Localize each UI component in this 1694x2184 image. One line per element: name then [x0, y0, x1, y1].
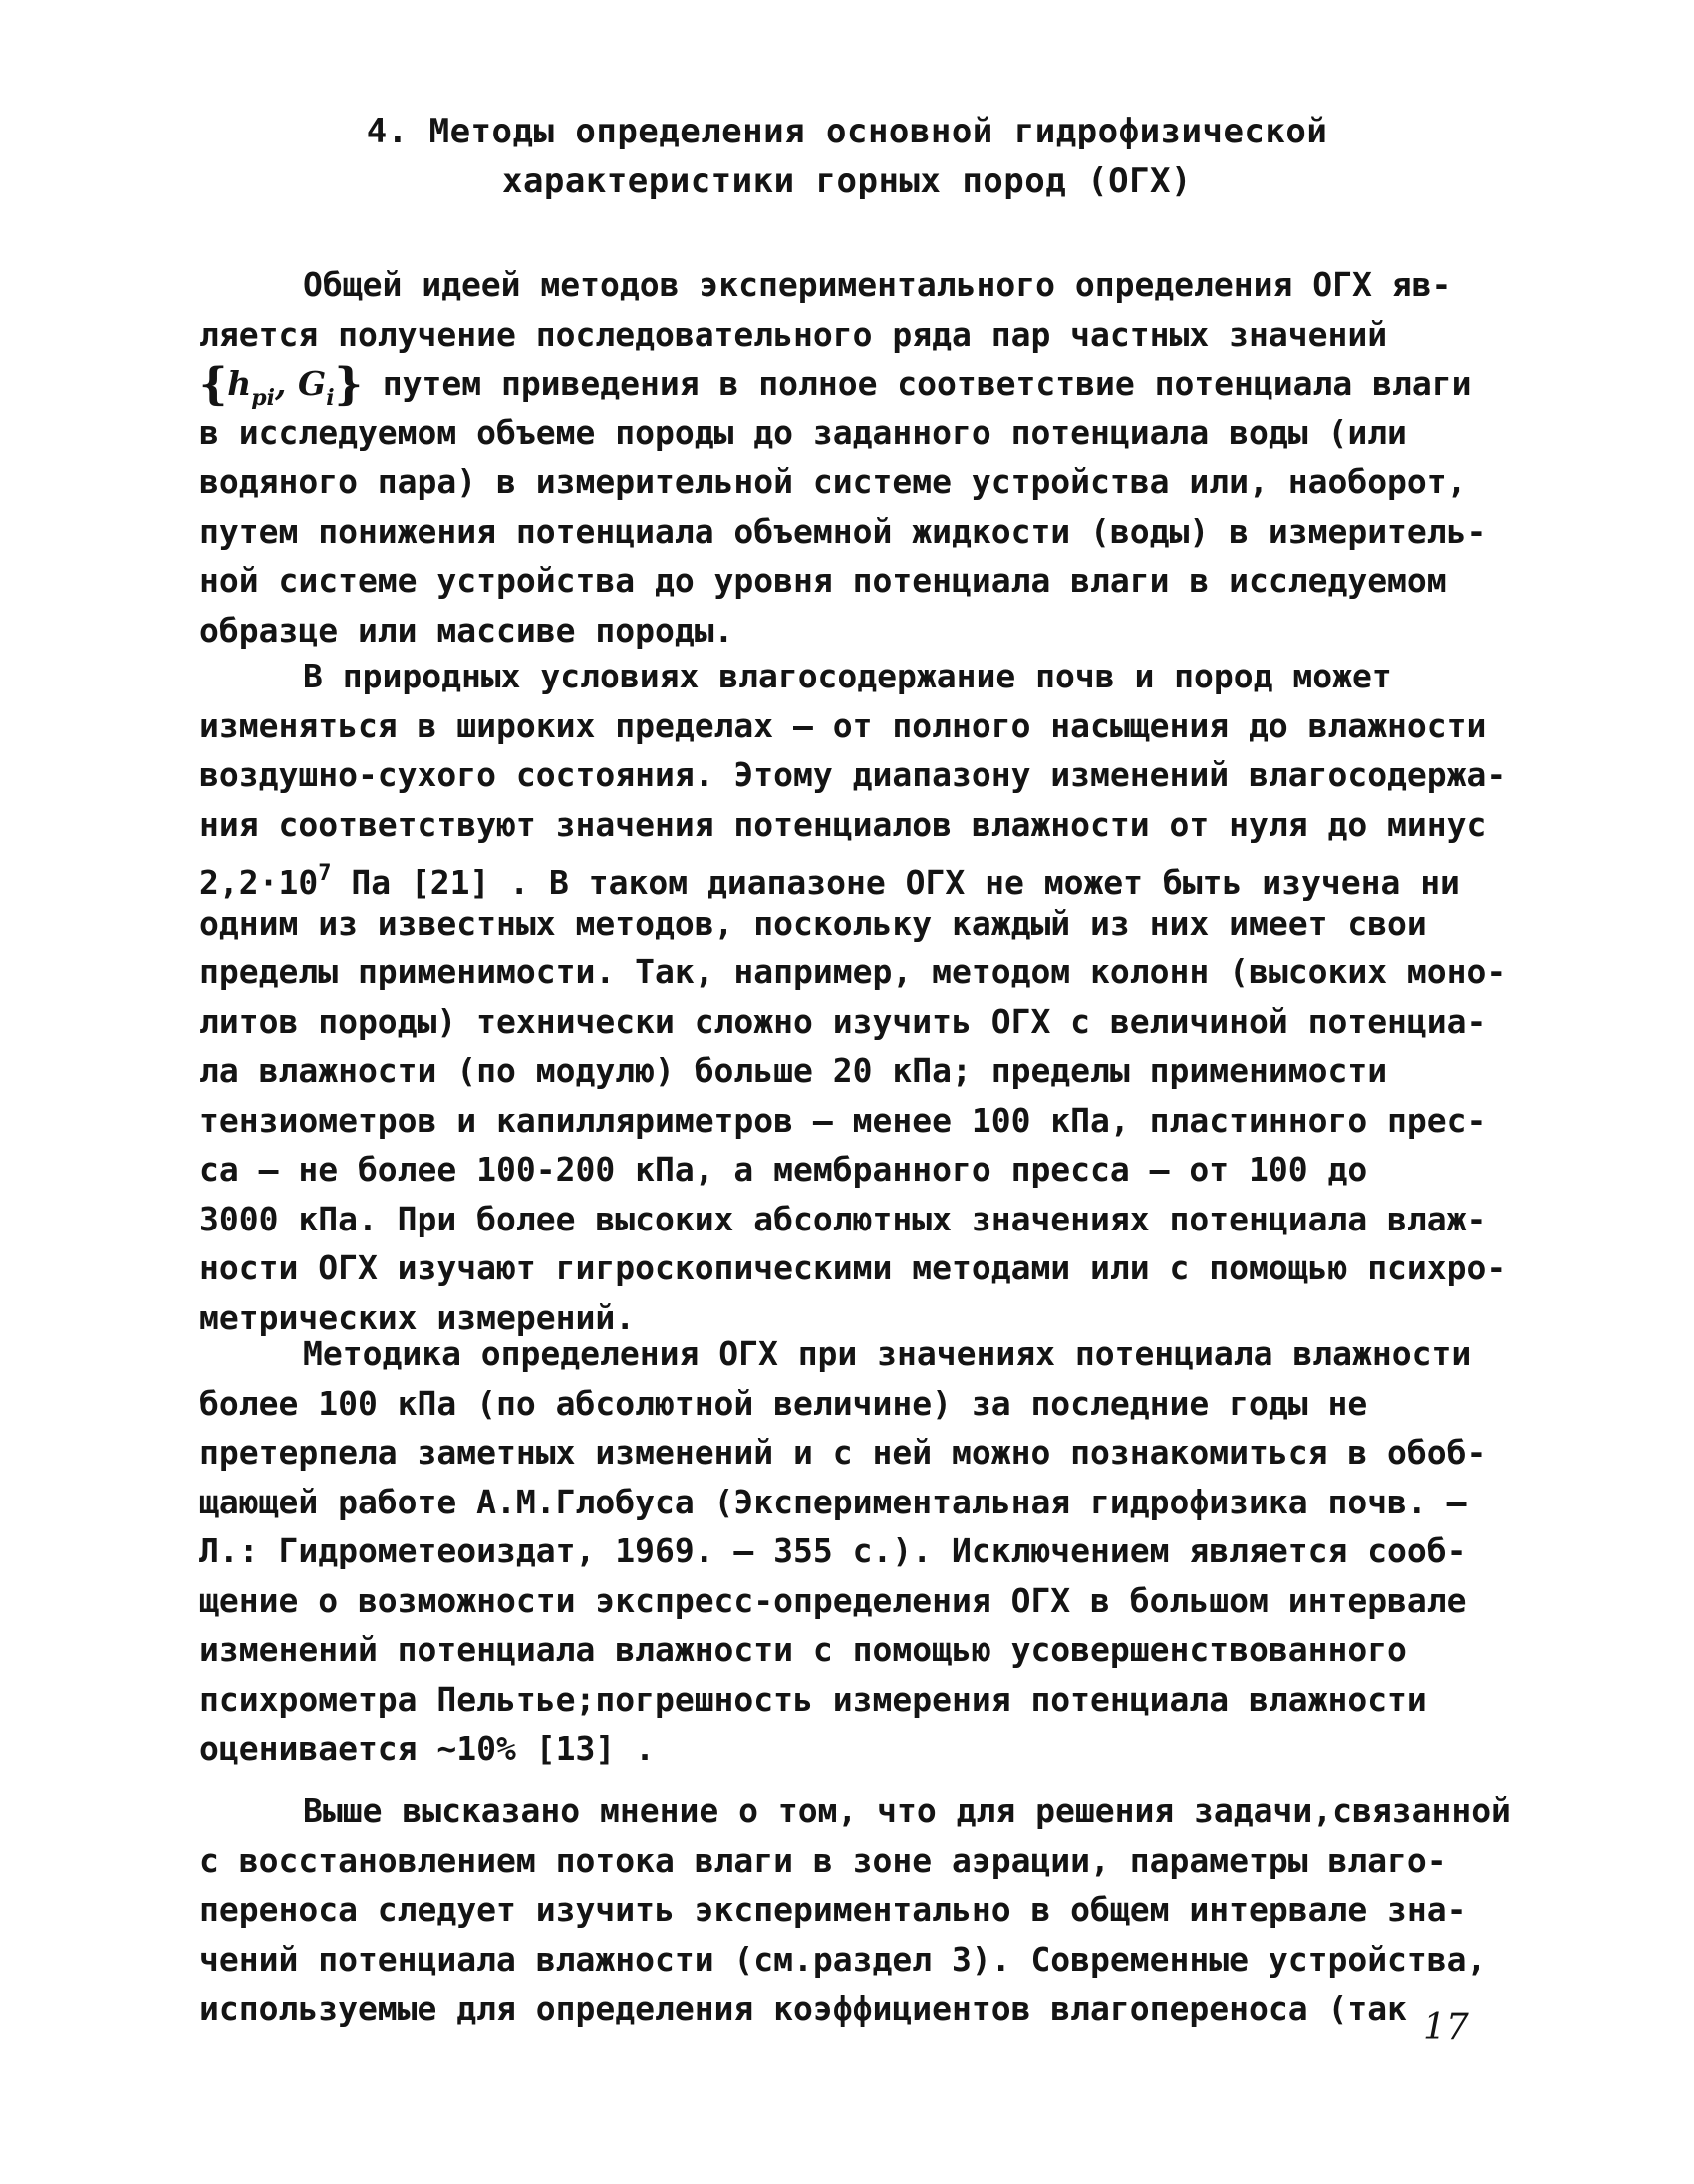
text-line: 3000 кПа. При более высоких абсолютных значениях потенциала влаж- [199, 1199, 1487, 1238]
formula-close-brace: } [334, 359, 363, 410]
exponent-base: 2,2·10 [199, 863, 319, 902]
text-line: в исследуемом объеме породы до заданного потенциала воды (или [199, 412, 1407, 452]
section-heading-line-2: характеристики горных пород (ОГХ) [501, 161, 1192, 201]
text-line: более 100 кПа (по абсолютной величине) за последние годы не [199, 1383, 1368, 1423]
text-line: одним из известных методов, поскольку каждый из них имеет свои [199, 903, 1427, 943]
text-line: претерпела заметных изменений и с ней можно познакомиться в обоб- [199, 1433, 1487, 1472]
text-line: водяного пара) в измерительной системе устройства или, наоборот, [199, 462, 1467, 501]
text-line: ла влажности (по модулю) больше 20 кПа; пределы применимости [199, 1051, 1388, 1090]
text-line: Общей идеей методов экспериментального определения ОГХ яв- [303, 265, 1452, 304]
exponent-superscript: 7 [318, 861, 332, 886]
text-line: В природных условиях влагосодержание почв и пород может [303, 657, 1392, 695]
text-line: используемые для определения коэффициентов влагопереноса (так [199, 1989, 1407, 2028]
paragraph-2 [199, 652, 1515, 1342]
text-line: оценивается ~10% [13] . [199, 1729, 655, 1768]
text-line: Методика определения ОГХ при значениях потенциала влажности [303, 1334, 1472, 1373]
page-number: 17 [1423, 2007, 1469, 2048]
section-heading-line-1: 4. Методы определения основной гидрофизической [366, 112, 1328, 151]
text-line-rest: Па [21] . В таком диапазоне ОГХ не может быть изучена ни [331, 863, 1460, 902]
text-line-rest: путем приведения в полное соответствие потенциала влаги [362, 364, 1472, 403]
text-line: Л.: Гидрометеоиздат, 1969. – 355 с.). Исключением является сооб- [199, 1531, 1467, 1570]
paragraph-4 [199, 1786, 1515, 2034]
formula-h-subscript: pi [251, 385, 276, 410]
text-line: психрометра Пельтье;погрешность измерения потенциала влажности [199, 1679, 1427, 1719]
text-line-with-exponent [199, 849, 1515, 902]
text-line: литов породы) технически сложно изучить ОГХ с величиной потенциа- [199, 1001, 1487, 1041]
formula-open-brace: { [199, 359, 228, 410]
paragraph-1 [199, 260, 1515, 655]
text-line: изменений потенциала влажности с помощью усовершенствованного [199, 1630, 1407, 1669]
text-line: са – не более 100-200 кПа, а мембранного пресса – от 100 до [199, 1150, 1368, 1189]
text-line: образце или массиве породы. [199, 610, 734, 650]
text-line: ляется получение последовательного ряда пар частных значений [199, 314, 1388, 354]
text-line: путем понижения потенциала объемной жидкости (воды) в измеритель- [199, 511, 1487, 551]
text-line: тензиометров и капилляриметров – менее 100 кПа, пластинного прес- [199, 1100, 1487, 1140]
formula-g-subscript: i [326, 385, 335, 410]
text-line: чений потенциала влажности (см.раздел 3). Современные устройства, [199, 1939, 1487, 1979]
text-line-with-formula [199, 359, 1515, 409]
text-line: ния соответствуют значения потенциалов влажности от нуля до минус [199, 804, 1487, 844]
text-line: ности ОГХ изучают гигроскопическими методами или с помощью психро- [199, 1248, 1507, 1287]
text-line: щающей работе А.М.Глобуса (Экспериментальная гидрофизика почв. – [199, 1482, 1467, 1521]
text-line: щение о возможности экспресс-определения ОГХ в большом интервале [199, 1580, 1467, 1620]
text-line: с восстановлением потока влаги в зоне аэрации, параметры влаго- [199, 1840, 1447, 1880]
paragraph-3 [199, 1329, 1515, 1774]
text-line: Выше высказано мнение о том, что для решения задачи,связанной [303, 1791, 1511, 1830]
formula-g: G [298, 364, 327, 403]
text-line: ной системе устройства до уровня потенциала влаги в исследуемом [199, 561, 1447, 600]
text-line: изменяться в широких пределах – от полного насыщения до влажности [199, 705, 1487, 745]
text-line: пределы применимости. Так, например, методом колонн (высоких моно- [199, 953, 1507, 991]
text-line: метрических измерений. [199, 1297, 636, 1337]
text-line: переноса следует изучить экспериментально в общем интервале зна- [199, 1890, 1467, 1929]
formula-h: h [227, 364, 252, 403]
text-line: воздушно-сухого состояния. Этому диапазону изменений влагосодержа- [199, 755, 1507, 794]
pair-formula [199, 359, 363, 410]
formula-comma: , [275, 364, 299, 403]
